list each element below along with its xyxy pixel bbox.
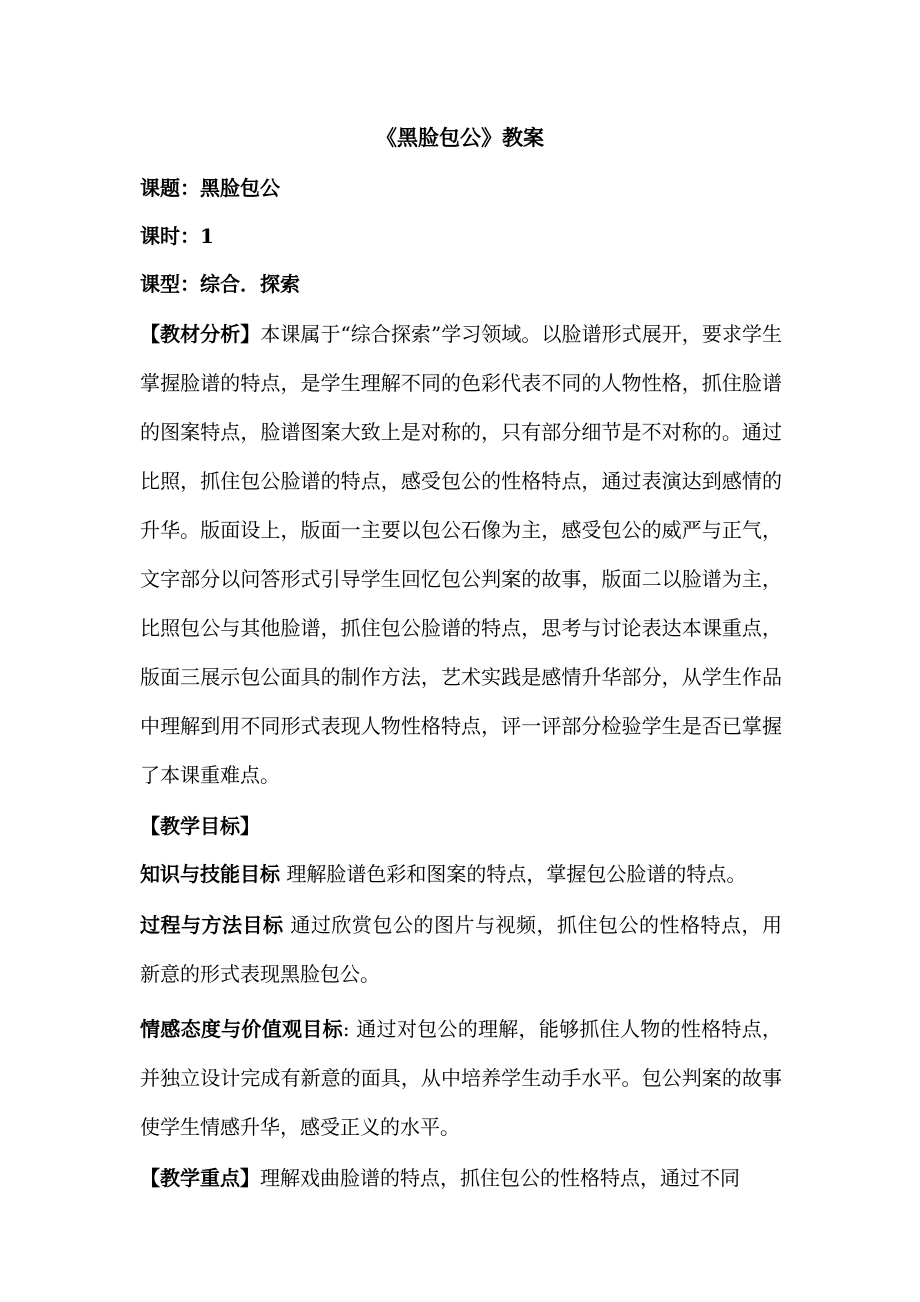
document-title: 《黑脸包公》教案 bbox=[376, 125, 544, 150]
emotion-objective-text: : 通过对包公的理解，能够抓住人物的性格特点，并独立设计完成有新意的面具，从中培养学生动手水平。包公判案的故事使学生情感升华，感受正义的水平。 bbox=[140, 1017, 782, 1139]
knowledge-objective-label: 知识与技能目标 bbox=[140, 862, 280, 886]
analysis-paragraph bbox=[140, 310, 782, 800]
type-value: 综合．探索 bbox=[200, 272, 300, 296]
key-points-paragraph bbox=[140, 1154, 782, 1203]
emotion-objective-label: 情感态度与价值观目标 bbox=[140, 1017, 343, 1041]
type-line bbox=[140, 260, 782, 308]
topic-line bbox=[140, 164, 782, 212]
analysis-heading: 【教材分析】 bbox=[140, 322, 261, 346]
objectives-heading: 【教学目标】 bbox=[140, 814, 260, 838]
hours-value: 1 bbox=[200, 224, 214, 248]
analysis-text: 本课属于“综合探索”学习领域。以脸谱形式展开，要求学生掌握脸谱的特点，是学生理解不同的色彩代表不同的人物性格，抓住脸谱的图案特点，脸谱图案大致上是对称的，只有部分细节是不对称的。通过比照，抓住包公脸谱的特点，感受包公的性格特点，通过表演达到感情的升华。版面设上，版面一主要以包公石像为主，感受包公的威严与正气，文字部分以问答形式引导学生回忆包公判案的故事，版面二以脸谱为主，比照包公与其他脸谱，抓住包公脸谱的特点，思考与讨论表达本课重点，版面三展示包公面具的制作方法，艺术实践是感情升华部分，从学生作品中理解到用不同形式表现人物性格特点，评一评部分检验学生是否已掌握了本课重难点。 bbox=[140, 322, 783, 787]
topic-value: 黑脸包公 bbox=[200, 176, 280, 200]
process-objective-label: 过程与方法目标 bbox=[140, 913, 284, 937]
document-body bbox=[140, 164, 782, 1203]
process-objective bbox=[140, 901, 782, 999]
hours-line bbox=[140, 212, 782, 260]
key-points-heading: 【教学重点】 bbox=[140, 1166, 260, 1190]
knowledge-objective bbox=[140, 850, 782, 899]
process-objective-text: 通过欣赏包公的图片与视频，抓住包公的性格特点，用新意的形式表现黑脸包公。 bbox=[140, 913, 783, 986]
knowledge-objective-text: 理解脸谱色彩和图案的特点，掌握包公脸谱的特点。 bbox=[280, 862, 747, 886]
key-points-text: 理解戏曲脸谱的特点，抓住包公的性格特点，通过不同 bbox=[260, 1166, 740, 1190]
topic-label: 课题： bbox=[140, 176, 200, 200]
hours-label: 课时： bbox=[140, 224, 200, 248]
type-label: 课型： bbox=[140, 272, 200, 296]
emotion-objective bbox=[140, 1005, 782, 1152]
